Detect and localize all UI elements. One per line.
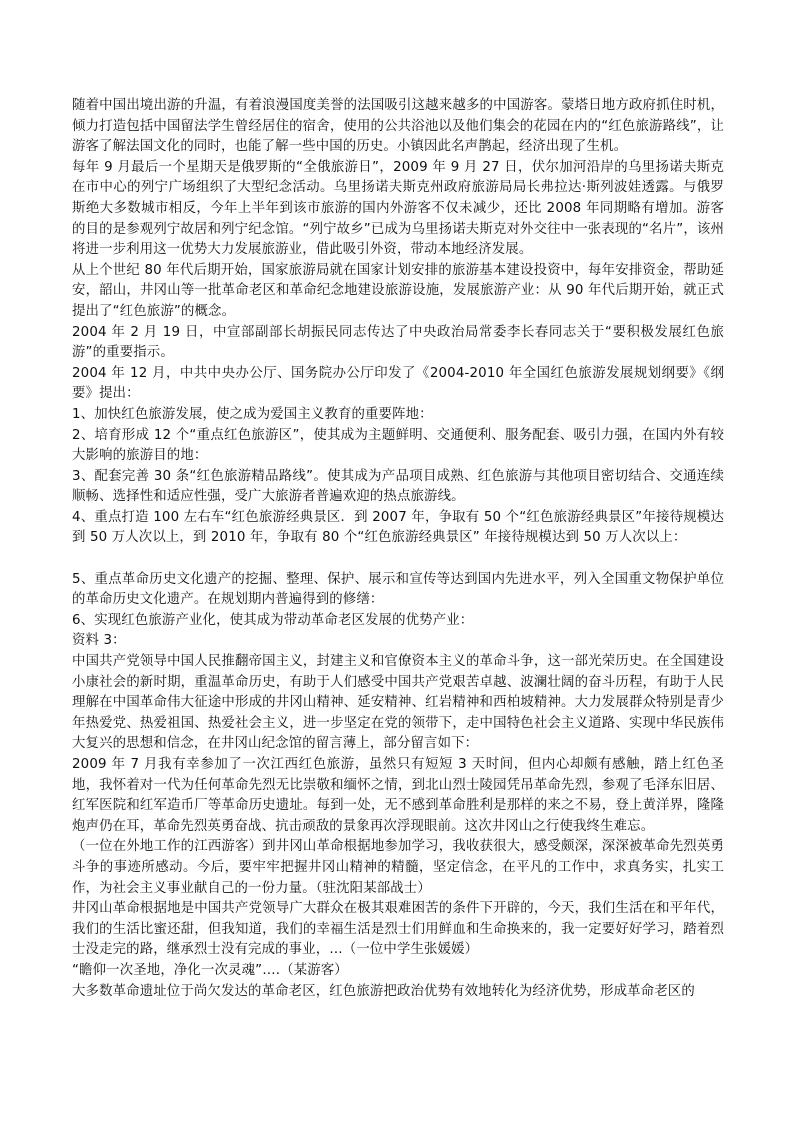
list-item-5: 5、重点革命历史文化遗产的挖掘、整理、保护、展示和宣传等达到国内先进水平，列入全国重文物保护单位的革命历史文化遗产。在规划期内普遍得到的修缮： — [72, 571, 724, 608]
list-item-3: 3、配套完善 30 条“红色旅游精品路线”。使其成为产品项目成熟、红色旅游与其他项目密切结合、交通连续顺畅、选择性和适应性强，受广大旅游者普遍欢迎的热点旅游线。 — [72, 468, 724, 505]
paragraph-visitor-message-4: “瞻仰一次圣地，净化一次灵魂”….（某游客） — [72, 962, 348, 978]
list-item-4: 4、重点打造 100 左右车“红色旅游经典景区．到 2007 年，争取有 50 个“红色旅游经典景区”年接待规模达到 50 万人次以上，到 2010 年，争取有 80 个“红色旅游经典景区” 年接待规模达到 50 万人次以上： — [72, 509, 724, 546]
paragraph-old-revolutionary-areas: 大多数革命遗址位于尚欠发达的革命老区，红色旅游把政治优势有效地转化为经济优势，形成革命老区的 — [72, 983, 695, 999]
list-item-6: 6、实现红色旅游产业化，使其成为带动革命老区发展的优势产业： — [72, 612, 474, 628]
paragraph-visitor-message-2: （一位在外地工作的江西游客）到井冈山革命根据地参加学习，我收获很大，感受颇深，深深被革命先烈英勇斗争的事迹所感动。今后，要牢牢把握井冈山精神的精髓，坚定信念，在平凡的工作中，求真务实，扎实工作，为社会主义事业献自己的一份力量。（驻沈阳某部战士） — [72, 839, 724, 896]
paragraph-revolution-history: 中国共产党领导中国人民推翻帝国主义，封建主义和官僚资本主义的革命斗争，这一部光荣历史。在全国建设小康社会的新时期，重温革命历史，有助于人们感受中国共产党艰苦卓越、波澜壮阔的奋斗历程，有助于人民理解在中国革命伟大征途中形成的井冈山精神、延安精神、红岩精神和西柏坡精神。大力发展群众特别是青少年热爱党、热爱祖国、热爱社会主义，进一步坚定在党的领带下，走中国特色社会主义道路、实现中华民族伟大复兴的思想和信念，在井冈山纪念馆的留言薄上，部分留言如下： — [72, 654, 724, 752]
paragraph-2004-december: 2004 年 12 月，中共中央办公厅、国务院办公厅印发了《2004-2010 年全国红色旅游发展规划纲要》《纲要》提出： — [72, 365, 724, 402]
list-item-1: 1、加快红色旅游发展，使之成为爱国主义教育的重要阵地： — [72, 406, 433, 422]
list-item-2: 2、培育形成 12 个“重点红色旅游区”，使其成为主题鲜明、交通便利、服务配套、吸引力强，在国内外有较大影响的旅游目的地： — [72, 427, 724, 464]
blank-line — [72, 549, 724, 570]
section-heading-material-3: 资料 3： — [72, 633, 126, 649]
paragraph-visitor-message-1: 2009 年 7 月我有幸参加了一次江西红色旅游，虽然只有短短 3 天时间，但内心却颇有感触，踏上红色圣地，我怀着对一代为任何革命先烈无比崇敬和缅怀之情，到北山烈士陵园凭吊革命先烈，参观了毛泽东旧居、红军医院和红军造币厂等革命历史遗址。每到一处，无不感到革命胜利是那样的来之不易，登上黄洋界，隆隆炮声仍在耳，革命先烈英勇奋战、抗击顽敌的景象再次浮现眼前。这次井冈山之行使我终生难忘。 — [72, 757, 724, 834]
paragraph-france-red-route: 随着中国出境出游的升温，有着浪漫国度美誉的法国吸引这越来越多的中国游客。蒙塔日地方政府抓住时机，倾力打造包括中国留法学生曾经居住的宿舍，使用的公共浴池以及他们集会的花园在内的“红色旅游路线”，让游客了解法国文化的同时，也能了解一些中国的历史。小镇因此名声鹊起，经济出现了生机。 — [72, 98, 724, 155]
document-body — [72, 96, 724, 1002]
paragraph-russia-tourism-day: 每年 9 月最后一个星期天是俄罗斯的“全俄旅游日”，2009 年 9 月 27 日，伏尔加河沿岸的乌里扬诺夫斯克在市中心的列宁广场组织了大型纪念活动。乌里扬诺夫斯克州政府旅游局局长弗拉达·斯列波娃透露。与俄罗斯绝大多数城市相反，今年上半年到该市旅游的国内外游客不仅未减少，还比 2008 年同期略有增加。游客的目的是参观列宁故居和列宁纪念馆。“列宁故乡”已成为乌里扬诺夫斯克对外交往中一张表现的“名片”，该州将进一步利用这一优势大力发展旅游业，借此吸引外资，带动本地经济发展。 — [72, 159, 724, 258]
paragraph-2004-february: 2004 年 2 月 19 日，中宣部副部长胡振民同志传达了中央政治局常委李长春同志关于“要积极发展红色旅游”的重要指示。 — [72, 324, 724, 361]
paragraph-national-tourism-bureau: 从上个世纪 80 年代后期开始，国家旅游局就在国家计划安排的旅游基本建设投资中，每年安排资金，帮助延安，韶山，井冈山等一批革命老区和革命纪念地建设旅游设施，发展旅游产业：从 90 年代后期开始，就正式提出了“红色旅游”的概念。 — [72, 262, 724, 319]
paragraph-visitor-message-3: 井冈山革命根据地是中国共产党领导广大群众在极其艰难困苦的条件下开辟的，今天，我们生活在和平年代，我们的生活比蜜还甜，但我知道，我们的幸福生活是烈士们用鲜血和生命换来的，我一定要好好学习，踏着烈士没走完的路，继承烈士没有完成的事业，…（一位中学生张媛媛） — [72, 901, 724, 958]
